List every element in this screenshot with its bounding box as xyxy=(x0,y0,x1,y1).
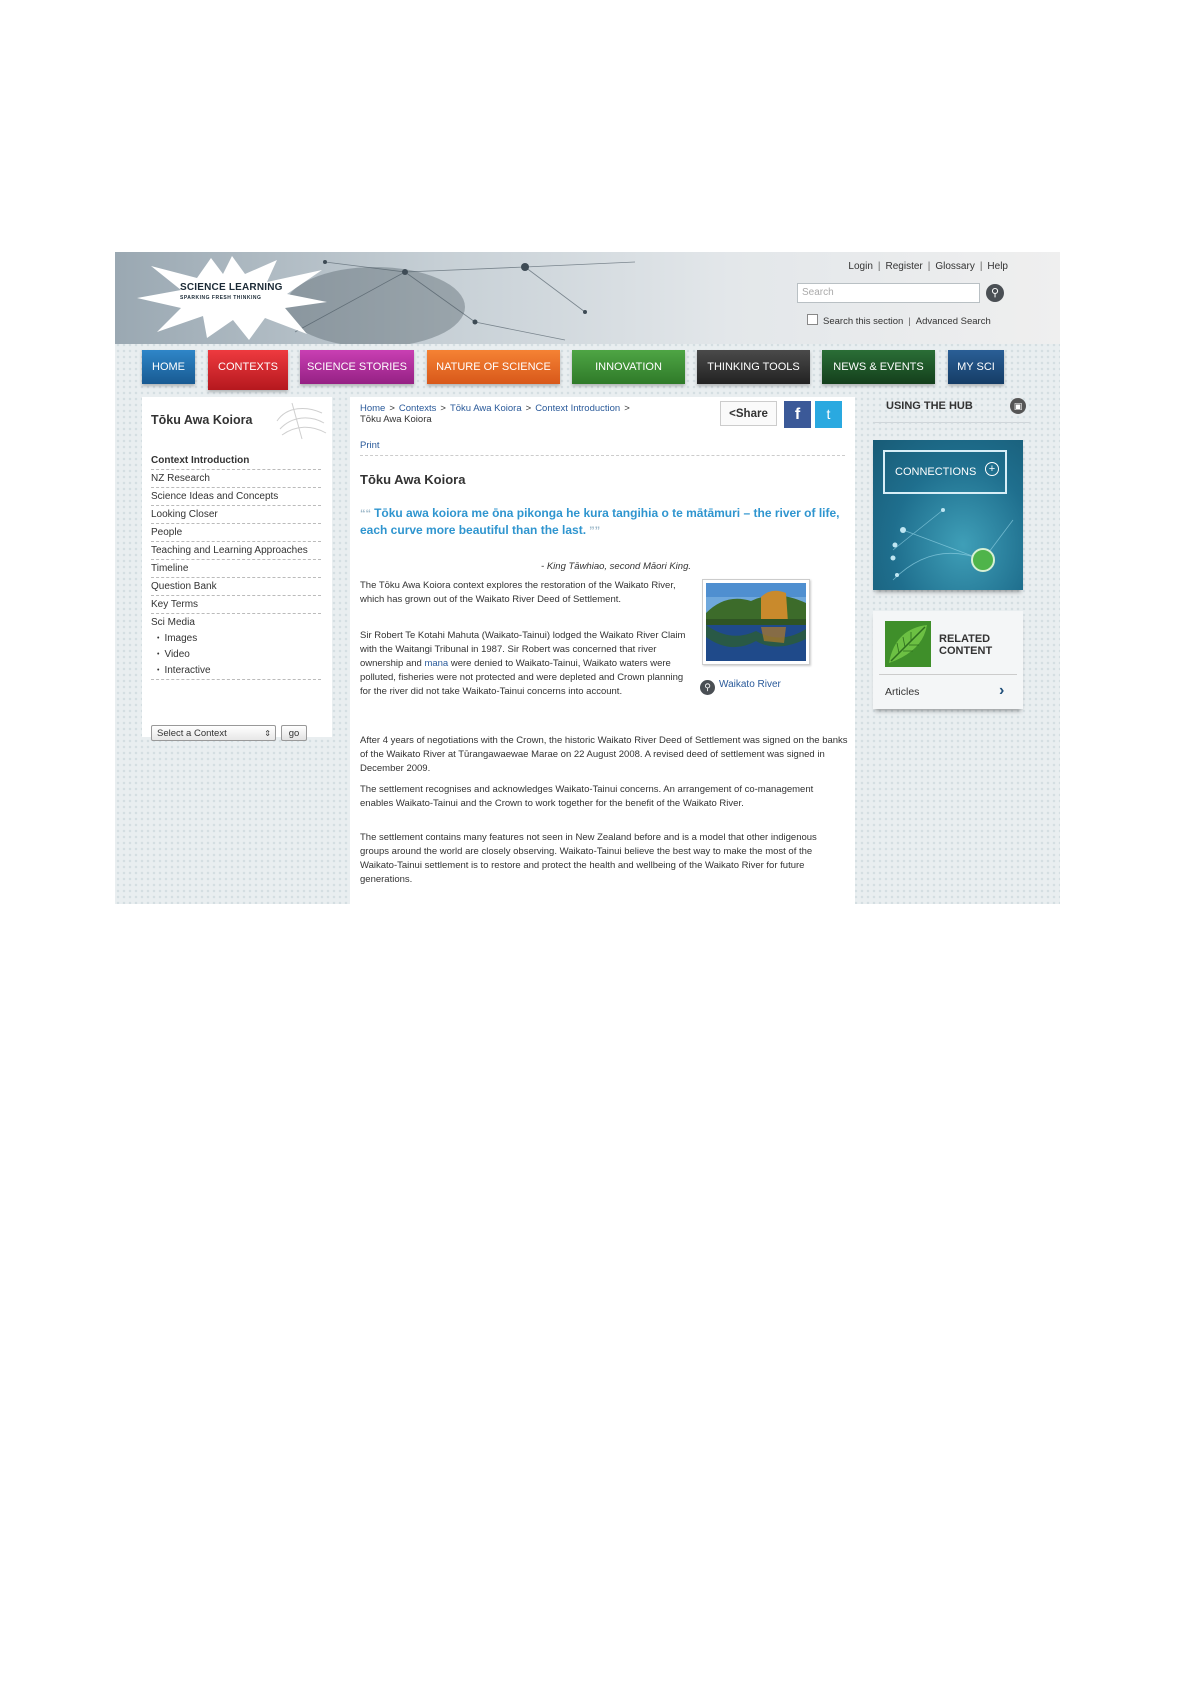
search-section-label: Search this section xyxy=(823,316,904,327)
connections-panel[interactable] xyxy=(873,440,1023,590)
register-link[interactable]: Register xyxy=(885,261,923,272)
page-title: Tōku Awa Koiora xyxy=(360,472,466,487)
river-photo xyxy=(706,583,806,661)
share-label: Share xyxy=(735,408,768,420)
sidebar-item-key-terms[interactable]: Key Terms xyxy=(151,596,321,614)
login-link[interactable]: Login xyxy=(848,261,873,272)
context-select[interactable] xyxy=(151,725,276,741)
related-content-panel xyxy=(873,611,1023,709)
open-quote-icon: ““ xyxy=(360,508,375,520)
paragraph-4: The settlement recognises and acknowledges Waikato-Tainui concerns. An arrangement of co-management enables Waikato-Tainui and the Crown to work together for the benefit of the Waikato River. xyxy=(360,784,814,809)
sidebar-title: Tōku Awa Koiora xyxy=(151,413,253,427)
breadcrumb-current: Tōku Awa Koiora xyxy=(360,414,432,425)
paragraph-1: The Tōku Awa Koiora context explores the restoration of the Waikato River, which has grown out of the Waikato River Deed of Settlement. xyxy=(360,580,676,605)
share-icon: < xyxy=(729,408,736,420)
search-input[interactable]: Search xyxy=(797,283,980,303)
site-header xyxy=(115,252,1060,344)
nav-tab-my-sci[interactable]: MY SCI xyxy=(948,350,1004,384)
image-caption[interactable] xyxy=(700,679,781,695)
leaf-icon xyxy=(885,621,931,667)
sidebar-menu xyxy=(151,452,321,680)
breadcrumb-home[interactable]: Home xyxy=(360,403,386,414)
twitter-icon[interactable]: t xyxy=(815,401,842,428)
left-sidebar xyxy=(142,397,332,737)
divider xyxy=(879,674,1017,675)
waikato-river-image[interactable] xyxy=(702,579,810,665)
sidebar-item-science-ideas[interactable]: Science Ideas and Concepts xyxy=(151,488,321,506)
glossary-link[interactable]: Glossary xyxy=(935,261,975,272)
search-icon[interactable]: ⚲ xyxy=(986,284,1004,302)
mana-link[interactable]: mana xyxy=(424,658,449,669)
paragraph-2-text-a: Sir Robert Te Kotahi Mahuta (Waikato-Tainui) lodged the Waikato River Claim with the Waitangi Tribunal in 1987. Sir Robert was concerned that river ownership and xyxy=(360,630,686,669)
divider xyxy=(360,455,845,456)
breadcrumb-context-intro[interactable]: Context Introduction xyxy=(535,403,621,414)
nav-tab-science-stories[interactable]: SCIENCE STORIES xyxy=(300,350,414,384)
network-graphic xyxy=(265,252,685,344)
logo-title[interactable]: SCIENCE LEARNING xyxy=(180,282,283,293)
sketch-decoration xyxy=(272,401,327,441)
breadcrumb-context[interactable]: Tōku Awa Koiora xyxy=(449,403,522,414)
magnify-icon: ⚲ xyxy=(700,680,715,695)
chevron-right-icon[interactable]: › xyxy=(999,682,1005,699)
sidebar-item-timeline[interactable]: Timeline xyxy=(151,560,321,578)
logo-subtitle: SPARKING FRESH THINKING xyxy=(180,295,262,301)
main-content xyxy=(350,397,855,904)
hub-icon[interactable]: ▣ xyxy=(1010,398,1026,414)
nav-tab-innovation[interactable]: INNOVATION xyxy=(572,350,685,384)
sidebar-item-looking-closer[interactable]: Looking Closer xyxy=(151,506,321,524)
sidebar-item-question-bank[interactable]: Question Bank xyxy=(151,578,321,596)
nav-tab-news-events[interactable]: NEWS & EVENTS xyxy=(822,350,935,384)
using-the-hub-title[interactable]: USING THE HUB xyxy=(886,400,973,412)
related-content-title: RELATED CONTENT xyxy=(939,633,993,657)
select-arrows-icon: ⇕ xyxy=(264,729,271,738)
nav-tab-nature-of-science[interactable]: NATURE OF SCIENCE xyxy=(427,350,560,384)
sidebar-subitem-images[interactable]: • Images xyxy=(151,631,321,647)
help-link[interactable]: Help xyxy=(987,261,1008,272)
paragraph-5: The settlement contains many features not seen in New Zealand before and is a model that other indigenous groups around the world are closely observing. Waikato-Tainui believe the best way to make the most of the Waikato-Tainui settlement is to restore and protect the health and wellbeing of the Waikato River for future generations. xyxy=(360,832,817,885)
main-nav xyxy=(142,350,1047,386)
quote-text: Tōku awa koiora me ōna pikonga he kura tangihia o te mātāmuri – the river of life, each curve more beautiful than the last. xyxy=(360,506,840,537)
sidebar-subitem-video[interactable]: • Video xyxy=(151,647,321,663)
facebook-icon[interactable]: f xyxy=(784,401,811,428)
sidebar-item-sci-media[interactable]: Sci Media xyxy=(151,617,195,628)
sidebar-item-nz-research[interactable]: NZ Research xyxy=(151,470,321,488)
image-caption-text: Waikato River xyxy=(719,679,781,690)
search-section-checkbox[interactable] xyxy=(807,314,818,325)
plus-icon: + xyxy=(985,462,999,476)
share-button[interactable] xyxy=(720,401,777,426)
advanced-search-link[interactable]: Advanced Search xyxy=(915,316,991,327)
go-button[interactable]: go xyxy=(281,725,307,741)
paragraph-2-text-b: were denied to Waikato-Tainui, Waikato waters were polluted, fisheries were not protected and were depleted and Crown planning for the river did not take Waikato-Tainui concerns into account. xyxy=(360,658,684,697)
context-select-label: Select a Context xyxy=(157,728,227,739)
search-options: Search this section | Advanced Search xyxy=(807,314,991,327)
connections-label: CONNECTIONS xyxy=(883,450,1007,494)
page-screenshot xyxy=(115,252,1060,904)
nav-tab-contexts[interactable]: CONTEXTS xyxy=(208,350,288,390)
breadcrumb-contexts[interactable]: Contexts xyxy=(398,403,437,414)
sidebar-item-teaching-learning[interactable]: Teaching and Learning Approaches xyxy=(151,542,321,560)
sidebar-item-people[interactable]: People xyxy=(151,524,321,542)
close-quote-icon: ”” xyxy=(586,525,601,537)
paragraph-2 xyxy=(360,629,690,699)
utility-links: Login | Register | Glossary | Help xyxy=(848,261,1008,272)
paragraph-3: After 4 years of negotiations with the Crown, the historic Waikato River Deed of Settlement was signed on the banks of the Waikato River at Tūrangawaewae Marae on 22 August 2008. A revised deed of settlement was signed in December 2009. xyxy=(360,735,848,774)
divider xyxy=(873,422,1030,423)
sidebar-item-context-introduction[interactable]: Context Introduction xyxy=(151,452,321,470)
quote xyxy=(360,505,840,539)
articles-link[interactable]: Articles xyxy=(885,686,920,698)
print-link[interactable]: Print xyxy=(360,440,380,451)
sidebar-subitem-interactive[interactable]: • Interactive xyxy=(151,663,321,680)
nav-tab-thinking-tools[interactable]: THINKING TOOLS xyxy=(697,350,810,384)
quote-attribution: - King Tāwhiao, second Māori King. xyxy=(541,561,691,572)
breadcrumb: Home > Contexts > Tōku Awa Koiora > Context Introduction > Tōku Awa Koiora xyxy=(360,403,630,425)
nav-tab-home[interactable]: HOME xyxy=(142,350,195,384)
